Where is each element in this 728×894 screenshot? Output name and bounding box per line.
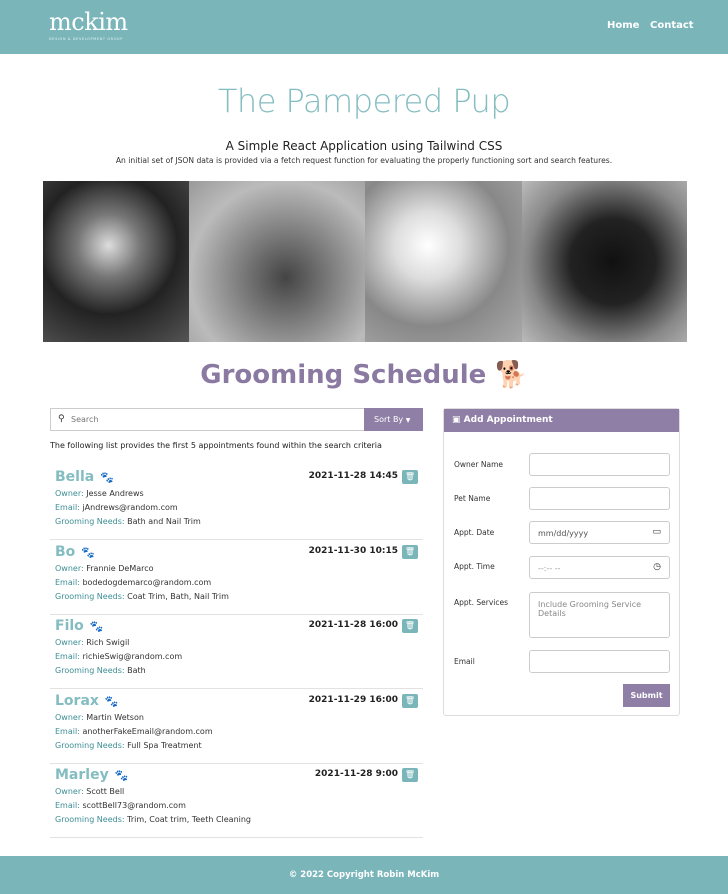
email-line xyxy=(55,503,178,512)
owner-value: Martin Wetson xyxy=(86,712,144,722)
pet-name-text: Filo xyxy=(55,618,84,634)
paw-icon: 🐾 xyxy=(104,694,119,708)
appointment-date: 2021-11-29 16:00 xyxy=(308,694,398,705)
appointment-item xyxy=(50,541,423,615)
email-key: Email: xyxy=(55,801,80,810)
pet-name xyxy=(55,693,119,709)
card-header[interactable] xyxy=(444,409,679,432)
needs-line xyxy=(55,517,201,526)
appointment-item xyxy=(50,615,423,689)
trash-icon: 🗑 xyxy=(404,546,416,556)
owner-key: Owner: xyxy=(55,787,84,796)
needs-key: Grooming Needs: xyxy=(55,517,125,526)
pet-name xyxy=(55,618,103,634)
needs-value: Full Spa Treatment xyxy=(127,740,202,750)
owner-line xyxy=(55,638,129,647)
appointment-date: 2021-11-30 10:15 xyxy=(308,545,398,556)
time-placeholder: --:-- -- xyxy=(538,564,561,573)
appointment-item xyxy=(50,764,423,838)
delete-button[interactable] xyxy=(402,768,418,782)
needs-value: Bath and Nail Trim xyxy=(127,517,201,526)
email-value: bodedogdemarco@random.com xyxy=(82,577,212,587)
page-title: The Pampered Pup xyxy=(217,82,511,120)
pet-name xyxy=(55,544,95,560)
sort-by-button[interactable] xyxy=(364,408,423,431)
logo[interactable]: mckim xyxy=(49,8,128,36)
dog-photo-4 xyxy=(522,181,687,342)
needs-key: Grooming Needs: xyxy=(55,666,125,675)
pet-name-text: Lorax xyxy=(55,692,99,709)
needs-value: Bath xyxy=(127,666,146,675)
needs-key: Grooming Needs: xyxy=(55,815,125,824)
time-input[interactable] xyxy=(529,556,670,579)
email-value: jAndrews@random.com xyxy=(82,503,178,512)
nav-contact[interactable]: Contact xyxy=(650,20,694,31)
appointment-date: 2021-11-28 9:00 xyxy=(314,769,398,779)
owner-label: Owner Name xyxy=(454,460,503,469)
appointment-item xyxy=(50,690,423,764)
calendar-icon[interactable]: ▭ xyxy=(652,527,661,537)
dog-photo-1 xyxy=(43,181,189,342)
email-key: Email: xyxy=(55,503,80,512)
pet-name xyxy=(55,767,128,783)
section-title-text: Grooming Schedule xyxy=(200,360,487,390)
delete-button[interactable] xyxy=(402,545,418,559)
dog-icon: 🐕 xyxy=(495,360,528,390)
dog-photo-2 xyxy=(189,181,365,342)
email-input[interactable] xyxy=(529,650,670,673)
owner-value: Jesse Andrews xyxy=(86,489,144,498)
owner-key: Owner: xyxy=(55,638,84,647)
dog-photo-3 xyxy=(365,181,522,342)
owner-value: Rich Swigil xyxy=(86,638,130,647)
list-info: The following list provides the first 5 appointments found within the search criteria xyxy=(50,441,382,450)
needs-key: Grooming Needs: xyxy=(55,740,125,750)
needs-line xyxy=(55,815,251,824)
appointment-date: 2021-11-28 14:45 xyxy=(308,471,398,481)
paw-icon: 🐾 xyxy=(100,471,114,484)
top-header xyxy=(0,0,728,54)
card-title: Add Appointment xyxy=(463,415,553,425)
owner-name-input[interactable] xyxy=(529,453,670,476)
services-placeholder: Include Grooming Service Details xyxy=(538,600,642,618)
search-input[interactable] xyxy=(50,408,364,431)
email-key: Email: xyxy=(55,577,80,587)
nav-home[interactable]: Home xyxy=(607,20,640,31)
pet-name-text: Bo xyxy=(55,543,76,560)
date-input[interactable] xyxy=(529,521,670,544)
calendar-icon: ▣ xyxy=(452,415,461,425)
email-key: Email: xyxy=(55,726,80,736)
footer: © 2022 Copyright Robin McKim xyxy=(0,856,728,894)
needs-value: Trim, Coat trim, Teeth Cleaning xyxy=(127,815,252,824)
trash-icon: 🗑 xyxy=(404,770,416,779)
owner-line xyxy=(55,489,144,498)
delete-button[interactable] xyxy=(402,619,418,633)
pet-name xyxy=(55,469,114,485)
email-value: anotherFakeEmail@random.com xyxy=(82,726,213,736)
dog-photo-banner xyxy=(43,181,687,342)
trash-icon: 🗑 xyxy=(404,472,416,481)
add-appointment-card xyxy=(443,408,680,716)
chevron-down-icon: ▼ xyxy=(405,417,411,424)
subtitle: A Simple React Application using Tailwind CSS xyxy=(225,139,503,153)
appointment-item xyxy=(50,466,423,540)
needs-value: Coat Trim, Bath, Nail Trim xyxy=(127,591,229,601)
needs-line xyxy=(55,592,229,601)
owner-value: Frannie DeMarco xyxy=(86,563,154,573)
owner-line xyxy=(55,713,144,722)
owner-key: Owner: xyxy=(55,712,84,722)
email-line xyxy=(55,578,211,587)
services-textarea[interactable] xyxy=(529,592,670,638)
date-label: Appt. Date xyxy=(454,528,495,537)
owner-line xyxy=(55,564,154,573)
owner-value: Scott Bell xyxy=(86,787,125,796)
email-key: Email: xyxy=(55,652,80,661)
owner-line xyxy=(55,787,124,796)
needs-line xyxy=(55,666,146,675)
description: An initial set of JSON data is provided via a fetch request function for evaluating the properly functioning sort and search features. xyxy=(115,156,613,165)
pet-label: Pet Name xyxy=(454,494,491,503)
delete-button[interactable] xyxy=(402,694,418,708)
needs-key: Grooming Needs: xyxy=(55,591,125,601)
email-label: Email xyxy=(454,657,475,666)
appointment-date: 2021-11-28 16:00 xyxy=(308,620,398,630)
email-line xyxy=(55,652,182,661)
pet-name-text: Bella xyxy=(55,469,95,485)
logo-tagline: DESIGN & DEVELOPMENT GROUP xyxy=(49,37,123,41)
trash-icon: 🗑 xyxy=(404,621,416,630)
owner-key: Owner: xyxy=(55,563,84,573)
paw-icon: 🐾 xyxy=(89,620,104,633)
email-value: scottBell73@random.com xyxy=(82,801,186,810)
email-line xyxy=(55,801,186,810)
clock-icon[interactable]: ◷ xyxy=(653,562,661,572)
delete-button[interactable] xyxy=(402,470,418,484)
email-value: richieSwig@random.com xyxy=(82,652,183,661)
submit-button[interactable]: Submit xyxy=(623,684,670,707)
paw-icon: 🐾 xyxy=(114,769,129,782)
date-placeholder: mm/dd/yyyy xyxy=(538,529,589,538)
pet-name-input[interactable] xyxy=(529,487,670,510)
services-label: Appt. Services xyxy=(454,598,508,607)
search-icon: ⚲ xyxy=(58,414,65,424)
email-line xyxy=(55,727,213,736)
owner-key: Owner: xyxy=(55,489,84,498)
section-title xyxy=(0,360,728,390)
pet-name-text: Marley xyxy=(55,767,109,783)
time-label: Appt. Time xyxy=(454,562,495,571)
trash-icon: 🗑 xyxy=(404,695,416,705)
sort-label: Sort By xyxy=(374,415,404,424)
search-placeholder: Search xyxy=(71,415,99,424)
needs-line xyxy=(55,741,202,750)
paw-icon: 🐾 xyxy=(81,545,95,559)
